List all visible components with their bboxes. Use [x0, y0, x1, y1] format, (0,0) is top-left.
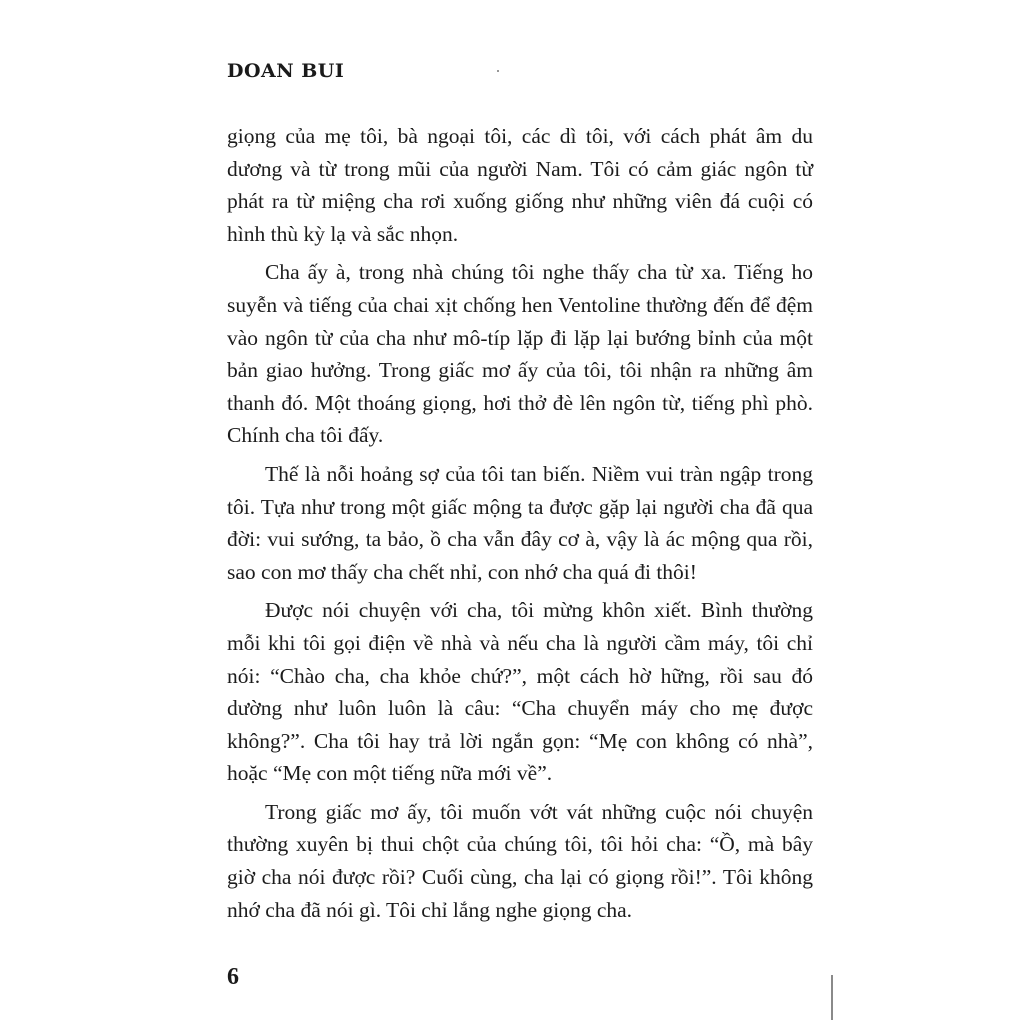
- paragraph-5: Trong giấc mơ ấy, tôi muốn vớt vát những cuộc nói chuyện thường xuyên bị thui chột của chúng tôi, tôi hỏi cha: “Ồ, mà bây giờ cha nói được rồi? Cuối cùng, cha lại có giọng rồi!”. Tôi không nhớ cha đã nói gì. Tôi chỉ lắng nghe giọng cha.: [227, 799, 813, 922]
- paragraph-3: Thế là nỗi hoảng sợ của tôi tan biến. Niềm vui tràn ngập trong tôi. Tựa như trong một giấc mộng ta được gặp lại người cha đã qua đời: vui sướng, ta bảo, ồ cha vẫn đây cơ à, vậy là ác mộng qua rồi, sao con mơ thấy cha chết nhỉ, con nhớ cha quá đi thôi!: [227, 461, 813, 584]
- running-header-author: DOAN BUI: [227, 60, 345, 82]
- paragraph-2: Cha ấy à, trong nhà chúng tôi nghe thấy cha từ xa. Tiếng ho suyễn và tiếng của chai xịt chống hen Ventoline thường đến để đệm vào ngôn từ của cha như mô-típ lặp đi lặp lại bướng bỉnh của một bản giao hưởng. Trong giấc mơ ấy của tôi, tôi nhận ra những âm thanh đó. Một thoáng giọng, hơi thở đè lên ngôn từ, tiếng phì phò. Chính cha tôi đấy.: [227, 260, 813, 448]
- paragraph-4: Được nói chuyện với cha, tôi mừng khôn xiết. Bình thường mỗi khi tôi gọi điện về nhà và nếu cha là người cầm máy, tôi chỉ nói: “Chào cha, cha khỏe chứ?”, một cách hờ hững, rồi sau đó dường như luôn luôn là câu: “Cha chuyển máy cho mẹ được không?”. Cha tôi hay trả lời ngắn gọn: “Mẹ con không có nhà”, hoặc “Mẹ con một tiếng nữa mới về”.: [227, 598, 813, 786]
- paragraph-1: giọng của mẹ tôi, bà ngoại tôi, các dì tôi, với cách phát âm du dương và từ trong mũi của người Nam. Tôi có cảm giác ngôn từ phát ra từ miệng cha rơi xuống giống như những viên đá cuội có hình thù kỳ lạ và sắc nhọn.: [227, 124, 813, 246]
- body-text: [227, 120, 813, 932]
- print-speck: [497, 70, 499, 72]
- page-number: 6: [227, 964, 239, 990]
- page-edge-mark: [831, 975, 833, 1020]
